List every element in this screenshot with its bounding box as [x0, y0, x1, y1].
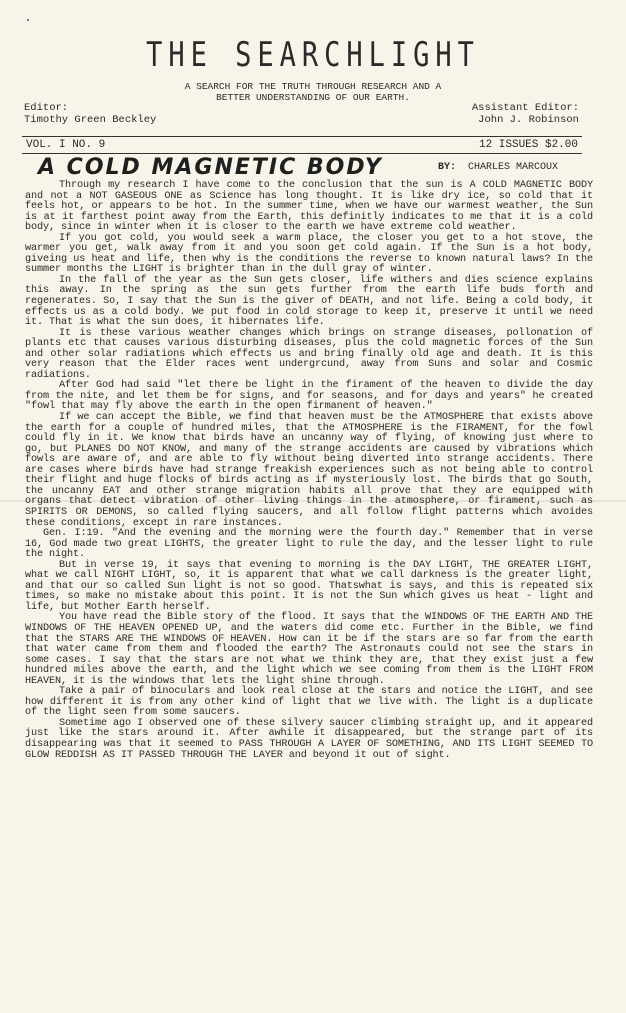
- top-rule: [22, 136, 582, 137]
- paragraph: Sometime ago I observed one of these silvery saucer climbing straight up, and it appeared just like the stars around it. After awhile it disappeared, but the strange part of its disappearing was that it seemed to PASS THROUGH A LAYER OF SOMETHING, AND ITS LIGHT SEEMED TO GLOW REDDISH AS IT PASSED THROUGH THE LAYER and beyond it out of sight.: [25, 717, 593, 761]
- paragraph: But in verse 19, it says that evening to morning is the DAY LIGHT, THE GREATER LIGHT, what we call NIGHT LIGHT, so, it is apparent that what we call darkness is the greater light, and that our so called Sun light is not so good. Thatswhat is says, and this is repeated six times, so make no mistake about this point. It is not the Sun which gives us heat - light and life, but Mother Earth herself.: [25, 559, 593, 613]
- article-body: [25, 181, 593, 761]
- byline: [438, 162, 558, 173]
- paragraph: Gen. I:19. "And the evening and the morning were the fourth day." Remember that in verse 16, God made two great LIGHTS, the greater light to rule the day, and the lesser light to rule the night.: [25, 528, 593, 561]
- subtitle-line-2: BETTER UNDERSTANDING OF OUR EARTH.: [216, 92, 410, 103]
- assistant-editor-name: John J. Robinson: [478, 114, 579, 126]
- author-name: CHARLES MARCOUX: [468, 162, 559, 173]
- paragraph: Take a pair of binoculars and look real close at the stars and notice the LIGHT, and see how different it is from any other kind of light that we live with. The light is a duplicate of the light seen from some saucers.: [25, 686, 593, 719]
- subtitle-line-1: A SEARCH FOR THE TRUTH THROUGH RESEARCH AND A: [184, 81, 442, 92]
- paragraph: It is these various weather changes which brings on strange diseases, pollonation of plants etc that causes various disturbing diseases, plus the cold magnetic forces of the Sun and other solar radiations which effects us and bring finally old age and death. It is this very reason that the Elder races went undergrcund, away from Suns and solar and Cosmic radiations.: [25, 327, 593, 381]
- volume-number: VOL. I NO. 9: [26, 139, 106, 151]
- bottom-rule: [22, 153, 582, 154]
- subscription-price: 12 ISSUES $2.00: [478, 139, 578, 151]
- paragraph: Through my research I have come to the conclusion that the sun is A COLD MAGNETIC BODY and not a NOT GASEOUS ONE as Science has long thought. It is like dry ice, so cold that it feels hot, or appears to be hot. In the summer time, when we have our warmest weather, the Sun is at it farthest point away from the Earth, this definitly indicates to me that it is a cold body, since in winter when it is closer to the earth we have extreme cold weather.: [25, 180, 593, 234]
- assistant-editor-credit: [472, 102, 579, 126]
- paragraph: If we can accept the Bible, we find that heaven must be the ATMOSPHERE that exists above the earth for a couple of hundred miles, that the ATMOSPHERE is the FIRAMENT, for the fowl could fly in it. We know that birds have an uncanny way of flying, of knowing just where to go, but PLANES DO NOT KNOW, and many of the strange accidents are caused by vibrations which fowls are aware of, and are able to fly without being diverted into strange accidents. There are cases where birds have had strange freakish experiences such as not being able to control their flight and huge flocks of birds acting as if mysteriously lost. The birds that go South, the uncanny EAT and other strange migration habits all prove that they are equipped with organs that detect vibration of other living things in the atmosphere, or firament, such as SPIRITS OR DEMONS, so called flying saucers, and all follow flight patterns which avoides these conditions, except in rare instances.: [25, 412, 593, 529]
- newsletter-title: THE SEARCHLIGHT: [146, 36, 480, 75]
- newsletter-subtitle: [0, 81, 626, 103]
- article-headline: A COLD MAGNETIC BODY: [38, 155, 383, 180]
- paragraph: In the fall of the year as the Sun gets closer, life withers and dies science explains this away. In the spring as the sun gets further from the earth life buds forth and regenerates. So, I say that the Sun is the giver of DEATH, and not life. Being a cold body, it effects us as a cold body. We put food in cold storage to keep it, preserve it until we need it. That is what the sun does, it hibernates life.: [25, 274, 593, 329]
- masthead: [0, 36, 626, 103]
- editor-name: Timothy Green Beckley: [24, 114, 157, 126]
- editor-credit: [24, 102, 156, 126]
- byline-label: BY:: [438, 162, 457, 173]
- paragraph: After God had said "let there be light in the firament of the heaven to divide the day from the nite, and let them be for signs, and for seasons, and for days and years" he created "fowl that may fly above the earth in the open firmanent of heaven.": [25, 380, 593, 413]
- assistant-editor-label: Assistant Editor:: [471, 102, 579, 114]
- paragraph: If you got cold, you would seek a warm place, the closer you get to a hot stove, the warmer you get, walk away from it and you soon get cold again. If the Sun is a hot body, giveing us heat and life, then why is the conditions the reverse to known natural laws? In the summer months the LIGHT is brighter than in the dull gray of winter.: [25, 232, 593, 276]
- paragraph: You have read the Bible story of the flood. It says that the WINDOWS OF THE EARTH AND THE WINDOWS OF THE HEAVEN OPENED UP, and the waters did come etc. Further in the Bible, we find that the STARS ARE THE WINDOWS OF HEAVEN. How can it be if the stars are so far from the earth that water came from them and flooded the earth? The Astronauts could not see the stars in some cases. I say that the stars are not what we think they are, that they exist just a few hundred miles above the earth, and the light which we see coming from them is the LIGHT FROM HEAVEN, it is the windows that lets the light shine through.: [25, 612, 593, 687]
- paper-speck: [27, 19, 29, 21]
- editor-label: Editor:: [24, 102, 69, 114]
